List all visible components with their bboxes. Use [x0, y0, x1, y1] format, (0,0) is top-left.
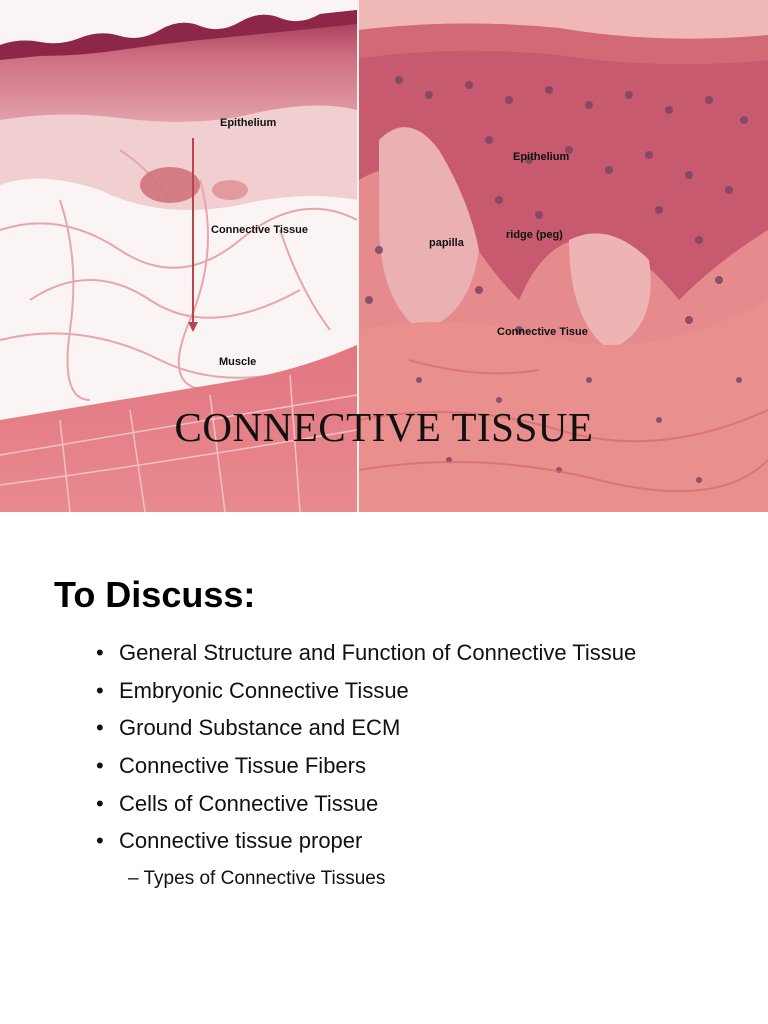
list-item: [96, 753, 636, 791]
list-item-text: Ground Substance and ECM: [119, 715, 401, 741]
sub-list-item: – Types of Connective Tissues: [128, 868, 386, 889]
label-connective-tissue-right: Connective Tisue: [497, 326, 588, 338]
list-item: [96, 828, 636, 866]
label-epithelium-left: Epithelium: [220, 117, 277, 129]
list-item-text: Cells of Connective Tissue: [119, 790, 379, 816]
list-item-text: Connective tissue proper: [119, 828, 363, 854]
label-muscle: Muscle: [219, 356, 257, 368]
list-item-text: Embryonic Connective Tissue: [119, 677, 409, 703]
label-epithelium-right: Epithelium: [513, 151, 570, 163]
bullet-icon: •: [96, 677, 104, 703]
label-connective-tissue-left: Connective Tissue: [211, 224, 308, 236]
list-item: [96, 715, 636, 753]
banner-title: CONNECTIVE TISSUE: [174, 404, 594, 450]
bullet-icon: •: [96, 715, 104, 741]
list-item-text: Connective Tissue Fibers: [119, 753, 366, 779]
list-item: [96, 678, 636, 716]
list-item: [96, 640, 636, 678]
bullet-icon: •: [96, 790, 104, 816]
bullet-icon: •: [96, 828, 104, 854]
list-item-text: General Structure and Function of Connective Tissue: [119, 640, 637, 665]
list-item: [96, 791, 636, 829]
label-papilla: papilla: [429, 237, 464, 249]
bullet-icon: •: [96, 753, 104, 779]
topic-list: [96, 640, 636, 866]
label-ridge-peg: ridge (peg): [506, 229, 563, 241]
page-heading: To Discuss:: [54, 574, 256, 615]
bullet-icon: •: [96, 640, 104, 665]
